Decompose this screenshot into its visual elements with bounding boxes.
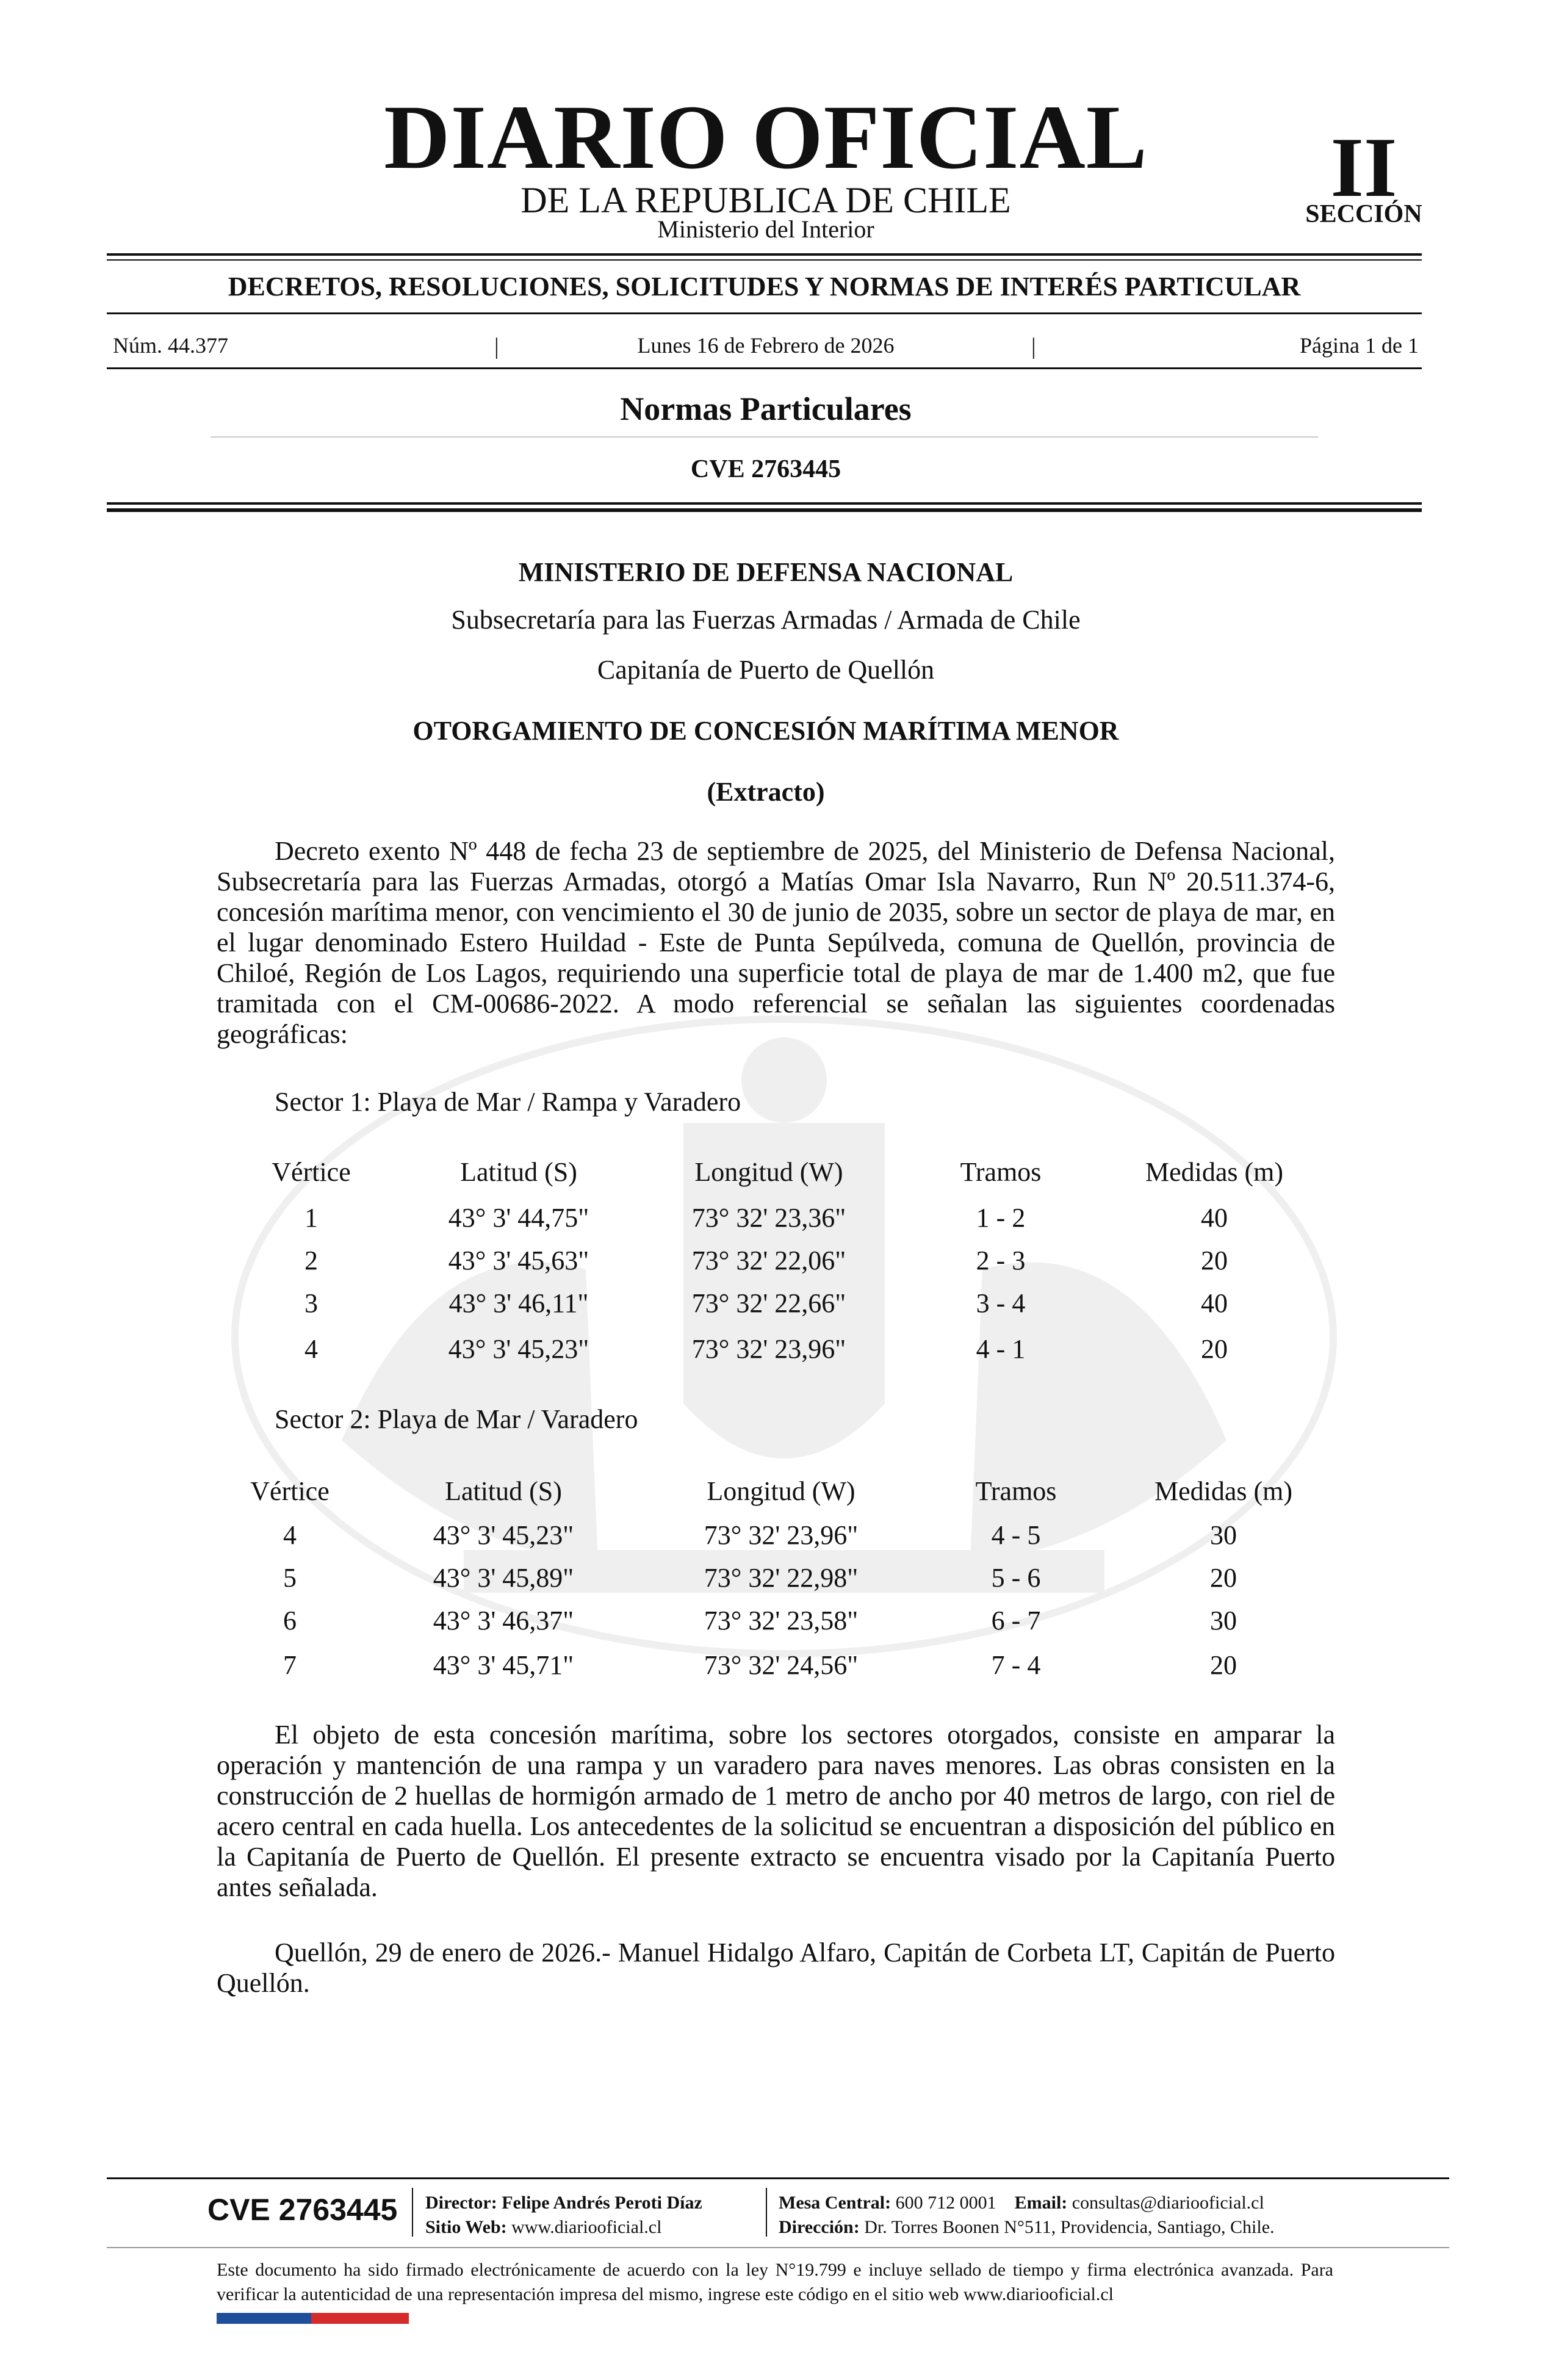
header-rule-top-thin	[107, 259, 1422, 261]
meta-rule	[107, 367, 1422, 369]
flag-bar-blue	[217, 2313, 311, 2324]
cell-length: 30	[1210, 1520, 1237, 1550]
cell-length: 20	[1201, 1246, 1228, 1275]
header-cell: Tramos	[960, 1157, 1042, 1187]
email-label: Email:	[1014, 2193, 1068, 2213]
flag-bar-red	[311, 2313, 409, 2324]
cell-vertex: 1	[304, 1203, 318, 1233]
capitania-line: Capitanía de Puerto de Quellón	[597, 655, 935, 685]
director-label: Director:	[425, 2193, 497, 2213]
cell-segment: 7 - 4	[991, 1650, 1041, 1680]
sector-1-label: Sector 1: Playa de Mar / Rampa y Varadero	[275, 1087, 741, 1117]
cell-longitude: 73° 32' 23,96"	[704, 1520, 859, 1550]
cell-latitude: 43° 3' 45,23"	[433, 1520, 574, 1550]
cell-vertex: 2	[304, 1246, 318, 1275]
sector-2-label: Sector 2: Playa de Mar / Varadero	[275, 1404, 638, 1434]
cell-vertex: 5	[283, 1563, 297, 1593]
mesa-phone: 600 712 0001	[895, 2193, 996, 2213]
cell-latitude: 43° 3' 45,89"	[433, 1563, 574, 1593]
sector-2-table	[0, 1476, 1532, 1707]
cve-rule-thin	[107, 508, 1422, 512]
header-cell: Longitud (W)	[694, 1157, 843, 1187]
cell-longitude: 73° 32' 22,98"	[704, 1563, 859, 1593]
cell-length: 40	[1201, 1203, 1228, 1233]
cell-latitude: 43° 3' 45,63"	[448, 1246, 589, 1275]
footer-rule-2	[107, 2247, 1449, 2248]
cell-longitude: 73° 32' 22,06"	[691, 1246, 846, 1275]
site-label: Sitio Web:	[425, 2217, 507, 2237]
banner-rule	[107, 312, 1422, 314]
cell-vertex: 6	[283, 1606, 297, 1635]
cell-latitude: 43° 3' 45,23"	[448, 1334, 589, 1364]
issue-number: Núm. 44.377	[113, 333, 228, 358]
page-title: Normas Particulares	[620, 391, 912, 427]
subsecretaria-line: Subsecretaría para las Fuerzas Armadas / Armada de Chile	[451, 605, 1081, 635]
cell-latitude: 43° 3' 46,11"	[448, 1288, 589, 1318]
masthead-subtitle: DE LA REPUBLICA DE CHILE	[520, 180, 1011, 220]
cve-code: CVE 2763445	[690, 455, 841, 483]
cve-rule-thick	[107, 502, 1422, 505]
object-paragraph: El objeto de esta concesión marítima, sobre los sectores otorgados, consiste en amparar la operación y mantención de una rampa y un varadero para naves menores. Las obras consisten en la construcción de 2 huellas de hormigón armado de 1 metro de ancho por 40 metros de largo, con riel de acero central en cada huella. Los antecedentes de la solicitud se encuentran a disposición del público en la Capitanía de Puerto de Quellón. El presente extracto se encuentra visado por la Capitanía Puerto antes señalada.	[217, 1720, 1335, 1902]
cell-latitude: 43° 3' 46,37"	[433, 1606, 574, 1635]
header-cell: Latitud (S)	[460, 1157, 577, 1187]
table-header-row	[0, 1156, 1532, 1199]
header-cell: Latitud (S)	[445, 1476, 562, 1506]
cell-segment: 4 - 5	[991, 1520, 1041, 1550]
extracto-label: (Extracto)	[707, 777, 825, 807]
cell-longitude: 73° 32' 22,66"	[691, 1288, 846, 1318]
header-cell: Tramos	[975, 1476, 1057, 1506]
cell-segment: 4 - 1	[976, 1334, 1026, 1364]
email-link[interactable]: consultas@diariooficial.cl	[1072, 2193, 1264, 2213]
header-cell: Longitud (W)	[707, 1476, 855, 1506]
section-word: SECCIÓN	[1305, 200, 1422, 228]
header-cell: Vértice	[272, 1157, 351, 1187]
cell-longitude: 73° 32' 23,96"	[691, 1334, 846, 1364]
header-cell: Medidas (m)	[1145, 1157, 1284, 1187]
cell-vertex: 3	[304, 1288, 318, 1318]
table-row	[0, 1650, 1532, 1692]
table-row	[0, 1288, 1532, 1330]
footer-director-block	[425, 2191, 702, 2240]
table-row	[0, 1520, 1532, 1562]
cell-segment: 2 - 3	[976, 1246, 1026, 1275]
cell-length: 40	[1201, 1288, 1228, 1318]
cell-vertex: 7	[283, 1650, 297, 1680]
footer-rule	[107, 2177, 1449, 2179]
cell-vertex: 4	[283, 1520, 297, 1550]
title-rule	[211, 436, 1318, 438]
intro-paragraph: Decreto exento Nº 448 de fecha 23 de septiembre de 2025, del Ministerio de Defensa Nacional, Subsecretaría para las Fuerzas Armadas, otorgó a Matías Omar Isla Navarro, Run Nº 20.511.374-6, concesión marítima menor, con vencimiento el 30 de junio de 2035, sobre un sector de playa de mar, en el lugar denominado Estero Huildad - Este de Punta Sepúlveda, comuna de Quellón, provincia de Chiloé, Región de Los Lagos, requiriendo una superficie total de playa de mar de 1.400 m2, que fue tramitada con el CM-00686-2022. A modo referencial se señalan las siguientes coordenadas geográficas:	[217, 836, 1335, 1049]
document-title: OTORGAMIENTO DE CONCESIÓN MARÍTIMA MENOR	[412, 716, 1119, 746]
footer-cve-code: CVE 2763445	[207, 2193, 398, 2227]
header-rule-top	[107, 253, 1422, 256]
signature-paragraph: Quellón, 29 de enero de 2026.- Manuel Hidalgo Alfaro, Capitán de Corbeta LT, Capitán de Puerto Quellón.	[217, 1938, 1335, 1998]
table-row	[0, 1245, 1532, 1288]
cell-length: 30	[1210, 1606, 1237, 1635]
address-value: Dr. Torres Boonen N°511, Providencia, Santiago, Chile.	[864, 2217, 1275, 2237]
table-row	[0, 1562, 1532, 1605]
cell-length: 20	[1210, 1650, 1237, 1680]
cell-vertex: 4	[304, 1334, 318, 1364]
sector-1-table	[0, 1156, 1532, 1388]
masthead-ministry: Ministerio del Interior	[657, 215, 874, 243]
mesa-label: Mesa Central:	[779, 2193, 891, 2213]
header-cell: Medidas (m)	[1154, 1476, 1293, 1506]
cell-latitude: 43° 3' 44,75"	[448, 1203, 589, 1233]
cell-longitude: 73° 32' 23,58"	[704, 1606, 859, 1635]
cell-segment: 6 - 7	[991, 1606, 1041, 1635]
director-name: Felipe Andrés Peroti Díaz	[502, 2193, 702, 2213]
section-banner: DECRETOS, RESOLUCIONES, SOLICITUDES Y NORMAS DE INTERÉS PARTICULAR	[228, 272, 1301, 301]
masthead-title: DIARIO OFICIAL	[384, 87, 1148, 188]
table-row	[0, 1605, 1532, 1648]
cell-segment: 3 - 4	[976, 1288, 1026, 1318]
cell-segment: 1 - 2	[976, 1203, 1026, 1233]
cell-segment: 5 - 6	[991, 1563, 1041, 1593]
table-row	[0, 1333, 1532, 1376]
cell-longitude: 73° 32' 24,56"	[704, 1650, 859, 1680]
cell-latitude: 43° 3' 45,71"	[433, 1650, 574, 1680]
ministry-heading: MINISTERIO DE DEFENSA NACIONAL	[518, 557, 1014, 587]
issue-date: Lunes 16 de Febrero de 2026	[637, 333, 895, 358]
section-number: II	[1330, 120, 1397, 215]
footer-contact-block	[779, 2191, 1275, 2240]
footer-divider	[766, 2188, 767, 2237]
cell-length: 20	[1210, 1563, 1237, 1593]
header-cell: Vértice	[250, 1476, 330, 1506]
page-count: Página 1 de 1	[1300, 333, 1419, 358]
meta-separator: |	[1031, 334, 1036, 359]
footer-legal-note: Este documento ha sido firmado electrónicamente de acuerdo con la ley N°19.799 e incluye sellado de tiempo y firma electrónica avanzada. Para verificar la autenticidad de una representación impresa del mismo, ingrese este código en el sitio web www.diariooficial.cl	[217, 2260, 1333, 2304]
table-row	[0, 1202, 1532, 1245]
table-header-row	[0, 1476, 1532, 1518]
cell-longitude: 73° 32' 23,36"	[691, 1203, 846, 1233]
cell-length: 20	[1201, 1334, 1228, 1364]
meta-separator: |	[494, 334, 499, 359]
address-label: Dirección:	[779, 2217, 860, 2237]
footer-divider	[412, 2188, 413, 2237]
site-link[interactable]: www.diariooficial.cl	[511, 2217, 662, 2237]
